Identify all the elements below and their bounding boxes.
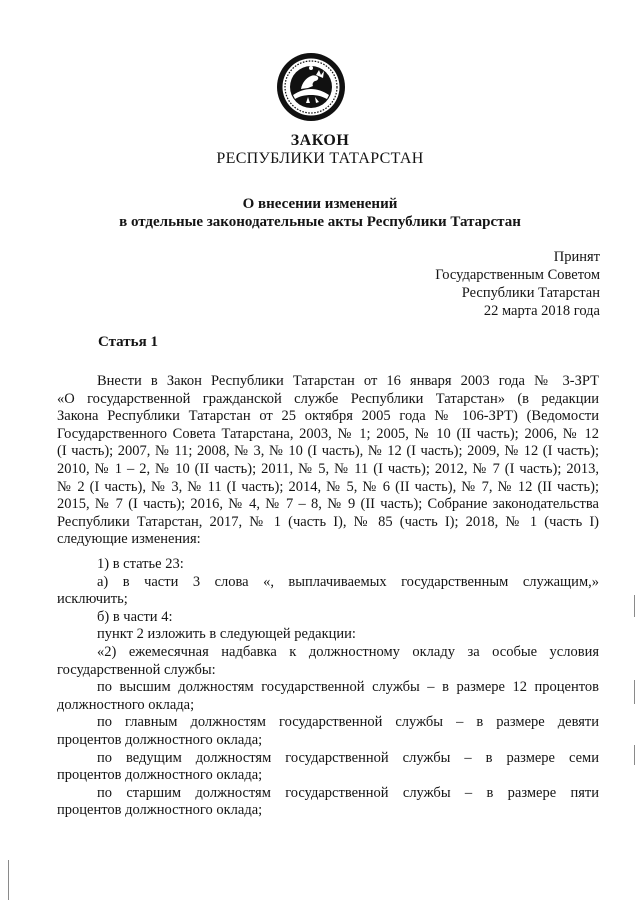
text-line: «2) ежемесячная надбавка к должностному окладу за особые условия: [97, 643, 599, 660]
text-line: должностного оклада;: [57, 696, 195, 713]
document-type: ЗАКОН: [290, 132, 350, 149]
issuer: РЕСПУБЛИКИ ТАТАРСТАН: [216, 150, 424, 167]
scan-margin-mark: [634, 680, 635, 704]
text-line: государственной службы:: [57, 661, 216, 678]
text-line: 2015, № 7 (I часть); 2016, № 4, № 7 – 8, № 9 (II часть); Собрание законодательства: [57, 496, 599, 513]
adoption-block: [435, 248, 600, 320]
text-line: процентов должностного оклада;: [57, 767, 263, 784]
article-paragraph: [57, 373, 599, 549]
text-line: б) в части 4:: [97, 608, 173, 625]
text-line: по ведущим должностям государственной службы – в размере семи: [97, 749, 599, 766]
scan-margin-mark: [8, 860, 9, 900]
text-line: Государственного Совета Татарстана, 2003, № 1; 2005, № 10 (II часть); 2006, № 12: [57, 425, 599, 442]
text-line: № 2 (I часть), № 3, № 11 (I часть); 2014, № 5, № 6 (II часть), № 7, № 12 (II часть);: [57, 478, 599, 495]
text-line: Внести в Закон Республики Татарстан от 16 января 2003 года № 3-ЗРТ: [97, 373, 599, 389]
adoption-line: Принят: [553, 249, 600, 265]
text-line: по главным должностям государственной службы – в размере девяти: [97, 714, 599, 731]
text-line: Республики Татарстан, 2017, № 1 (часть I), № 85 (часть I); 2018, № 1 (часть I): [57, 513, 599, 530]
text-line: пункт 2 изложить в следующей редакции:: [97, 626, 356, 643]
adoption-date: 22 марта 2018 года: [483, 303, 600, 319]
adoption-line: Республики Татарстан: [461, 285, 600, 301]
text-line: процентов должностного оклада;: [57, 731, 263, 748]
amendments-list: [57, 556, 599, 820]
text-line: Закона Республики Татарстан от 25 октября 2005 года № 106-ЗРТ) (Ведомости: [57, 408, 599, 425]
text-line: по старшим должностям государственной службы – в размере пяти: [97, 784, 599, 801]
scan-margin-mark: [634, 745, 635, 765]
text-line: 2010, № 1 – 2, № 10 (II часть); 2011, № 5, № 11 (I часть); 2012, № 7 (I часть); 2013,: [57, 460, 599, 477]
text-line: процентов должностного оклада;: [57, 802, 263, 819]
law-title-line-2: в отдельные законодательные акты Республики Татарстан: [119, 214, 521, 230]
text-line: (I часть); 2007, № 11; 2008, № 3, № 10 (I часть), № 12 (I часть); 2009, № 12 (I часть);: [57, 443, 599, 460]
tatarstan-emblem-icon: [275, 51, 347, 123]
adoption-line: Государственным Советом: [435, 267, 600, 283]
text-line: «О государственной гражданской службе Республики Татарстан» (в редакции: [57, 390, 599, 407]
text-line: 1) в статье 23:: [97, 556, 184, 572]
article-heading: Статья 1: [98, 334, 158, 350]
text-line: исключить;: [57, 591, 128, 608]
law-title-line-1: О внесении изменений: [242, 196, 398, 212]
text-line: по высшим должностям государственной службы – в размере 12 процентов: [97, 679, 599, 696]
text-line: следующие изменения:: [57, 531, 201, 548]
text-line: а) в части 3 слова «, выплачиваемых государственным служащим,»: [97, 573, 599, 590]
scan-margin-mark: [634, 595, 635, 617]
